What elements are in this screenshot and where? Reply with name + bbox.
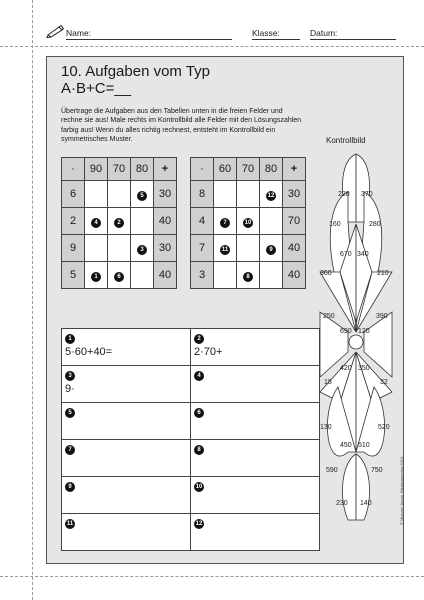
task-number-badge: 3 (65, 371, 75, 381)
factor-a-cell: 5 (62, 262, 85, 289)
kb-number: 390 (376, 313, 388, 320)
task-number-badge: 6 (114, 272, 124, 282)
factor-a-cell: 8 (191, 181, 214, 208)
summand-cell: 30 (283, 181, 306, 208)
task-number-badge: 9 (65, 482, 75, 492)
factor-a-cell: 4 (191, 208, 214, 235)
kb-number: 350 (358, 365, 370, 372)
task-cell (214, 208, 237, 235)
task-number-badge: 12 (195, 521, 203, 527)
instructions: Übertrage die Aufgaben aus den Tabellen unten in die freien Felder und rechne sie aus! Male rechts im Kontrollbild alle Felder mit den Lösungszahlen farbig aus! Wenn du alles richtig rechnest, entsteht im Kontrollbild ein symmetrisches Muster. (61, 108, 302, 143)
task-cell (85, 235, 108, 262)
task-number-badge: 10 (244, 219, 252, 226)
task-cell (237, 208, 260, 235)
task-number-badge: 1 (91, 272, 101, 282)
task-number-badge: 12 (267, 192, 275, 199)
summand-cell: 30 (154, 181, 177, 208)
task-cell (85, 262, 108, 289)
factor-a-cell: 6 (62, 181, 85, 208)
cut-line-bottom (0, 576, 424, 577)
factor-cell: 70 (108, 158, 131, 181)
title-line-1: 10. Aufgaben vom Typ (61, 63, 210, 80)
task-number-badge: 2 (114, 218, 124, 228)
factor-cell: 80 (260, 158, 283, 181)
task-cell (214, 262, 237, 289)
name-field[interactable] (66, 26, 232, 40)
calculation-field[interactable] (62, 329, 191, 366)
task-number-badge: 5 (65, 408, 75, 418)
multiplication-table-1 (61, 157, 177, 289)
plus-cell: + (154, 158, 177, 181)
calculation-field[interactable] (191, 403, 320, 440)
pencil-icon (46, 24, 64, 38)
kb-number: 230 (336, 500, 348, 507)
task-cell (131, 235, 154, 262)
task-number-badge: 8 (243, 272, 253, 282)
kb-number: 18 (324, 379, 332, 386)
task-cell (237, 181, 260, 208)
kb-number: 250 (323, 313, 335, 320)
summand-cell: 40 (154, 262, 177, 289)
name-label: Name: (66, 28, 92, 38)
calculation-field[interactable] (62, 477, 191, 514)
title-line-2: A·B+C=__ (61, 80, 132, 97)
kb-number: 220 (338, 191, 350, 198)
kb-number: 520 (378, 424, 390, 431)
kb-number: 280 (369, 221, 381, 228)
kb-center-circle[interactable] (349, 335, 363, 349)
summand-cell: 30 (154, 235, 177, 262)
factor-cell: 60 (214, 158, 237, 181)
plus-cell: + (283, 158, 306, 181)
summand-cell: 40 (154, 208, 177, 235)
task-cell (131, 208, 154, 235)
kb-number: 210 (377, 270, 389, 277)
task-number-badge: 11 (66, 521, 74, 527)
kontrollbild-title: Kontrollbild (326, 136, 366, 145)
task-cell (85, 208, 108, 235)
kb-number: 750 (371, 467, 383, 474)
date-field[interactable] (310, 26, 396, 40)
factor-cell: 70 (237, 158, 260, 181)
task-cell (214, 235, 237, 262)
task-number-badge: 4 (194, 371, 204, 381)
kb-number: 32 (380, 379, 388, 386)
kb-number: 120 (358, 328, 370, 335)
operator-cell: · (62, 158, 85, 181)
factor-cell: 80 (131, 158, 154, 181)
cut-line-top (0, 46, 424, 47)
kontrollbild (318, 152, 394, 524)
kb-number: 670 (340, 251, 352, 258)
calculation-field[interactable] (191, 440, 320, 477)
multiplication-table-2 (190, 157, 306, 289)
kb-number: 590 (326, 467, 338, 474)
date-label: Datum: (310, 28, 338, 38)
summand-cell: 40 (283, 262, 306, 289)
kb-number: 690 (340, 328, 352, 335)
task-cell (237, 262, 260, 289)
kb-field[interactable] (342, 454, 356, 520)
calculation-field[interactable] (62, 403, 191, 440)
task-cell (260, 208, 283, 235)
kb-number: 510 (358, 442, 370, 449)
task-cell (260, 262, 283, 289)
task-cell (108, 262, 131, 289)
task-number-badge: 7 (65, 445, 75, 455)
task-number-badge: 6 (194, 408, 204, 418)
task-expression: 5·60+40= (65, 346, 113, 358)
calculation-field[interactable] (62, 366, 191, 403)
task-cell (85, 181, 108, 208)
kb-number: 160 (329, 221, 341, 228)
class-field[interactable] (252, 26, 300, 40)
task-cell (237, 235, 260, 262)
task-number-badge: 11 (221, 246, 229, 253)
task-expression: 9· (65, 383, 75, 395)
factor-cell: 90 (85, 158, 108, 181)
task-expression: 2·70+ (194, 346, 223, 358)
task-cell (131, 181, 154, 208)
factor-a-cell: 9 (62, 235, 85, 262)
task-number-badge: 9 (266, 245, 276, 255)
page-title (61, 63, 281, 97)
task-cell (108, 208, 131, 235)
class-label: Klasse: (252, 28, 280, 38)
calculation-field[interactable] (191, 366, 320, 403)
task-number-badge: 3 (137, 245, 147, 255)
task-number-badge: 4 (91, 218, 101, 228)
factor-a-cell: 2 (62, 208, 85, 235)
kb-number: 370 (361, 191, 373, 198)
task-cell (260, 181, 283, 208)
task-number-badge: 10 (195, 484, 203, 490)
task-cell (131, 262, 154, 289)
task-cell (214, 181, 237, 208)
task-cell (108, 235, 131, 262)
kb-number: 140 (360, 500, 372, 507)
task-number-badge: 8 (194, 445, 204, 455)
kb-number: 360 (320, 270, 332, 277)
task-number-badge: 7 (220, 218, 230, 228)
operator-cell: · (191, 158, 214, 181)
kb-field[interactable] (356, 454, 370, 520)
summand-cell: 70 (283, 208, 306, 235)
calculation-field[interactable] (62, 514, 191, 551)
task-number-badge: 1 (65, 334, 75, 344)
kb-number: 420 (340, 365, 352, 372)
kb-number: 450 (340, 442, 352, 449)
calculation-field[interactable] (191, 329, 320, 366)
factor-a-cell: 3 (191, 262, 214, 289)
task-number-badge: 2 (194, 334, 204, 344)
calculation-field[interactable] (191, 477, 320, 514)
summand-cell: 40 (283, 235, 306, 262)
calculation-grid (61, 328, 320, 551)
task-cell (260, 235, 283, 262)
kb-number: 340 (357, 251, 369, 258)
calculation-field[interactable] (62, 440, 191, 477)
task-cell (108, 181, 131, 208)
cut-line-left (32, 0, 33, 600)
task-number-badge: 5 (137, 191, 147, 201)
kb-number: 130 (320, 424, 332, 431)
calculation-field[interactable] (191, 514, 320, 551)
copyright-note: © Michael Junga, Bildungsverlag 2013 (399, 456, 404, 525)
factor-a-cell: 7 (191, 235, 214, 262)
